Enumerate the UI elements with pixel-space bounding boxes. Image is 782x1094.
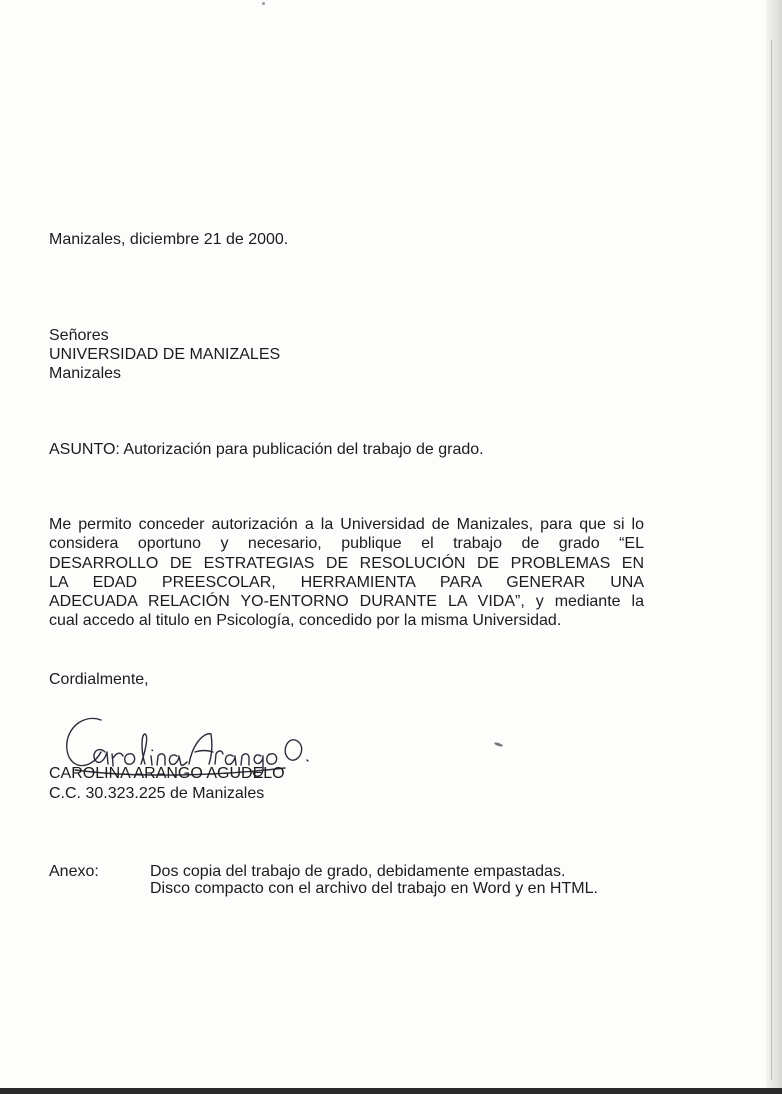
letter-subject: ASUNTO: Autorización para publicación del trabajo de grado.: [49, 441, 484, 458]
body-line: Me permito conceder autorización a la Universidad de Manizales, para que si lo: [49, 516, 644, 533]
scan-speck: [494, 742, 503, 748]
annex-item: Disco compacto con el archivo del trabajo en Word y en HTML.: [150, 880, 598, 897]
letter-closing: Cordialmente,: [49, 671, 149, 688]
scan-speck: [262, 2, 265, 5]
body-line: ADECUADA RELACIÓN YO-ENTORNO DURANTE LA VIDA”, y mediante la: [49, 593, 644, 611]
annex-label: Anexo:: [49, 863, 99, 880]
letter-body: [49, 515, 644, 631]
signer-id: C.C. 30.323.225 de Manizales: [49, 785, 265, 802]
body-line: LA EDAD PREESCOLAR, HERRAMIENTA PARA GENERAR UNA: [49, 573, 644, 591]
body-line: considera oportuno y necesario, publique el trabajo de grado “EL: [49, 535, 644, 553]
scan-edge-line: [771, 40, 772, 1080]
body-line: DESARROLLO DE ESTRATEGIAS DE RESOLUCIÓN DE PROBLEMAS EN: [49, 554, 644, 572]
body-line: cual accedo al titulo en Psicología, concedido por la misma Universidad.: [49, 612, 562, 630]
recipient-organization: UNIVERSIDAD DE MANIZALES: [49, 346, 281, 363]
annex-item: Dos copia del trabajo de grado, debidamente empastadas.: [150, 863, 566, 880]
scan-edge-shadow: [766, 0, 782, 1094]
recipient-salutation: Señores: [49, 327, 109, 344]
signer-name: CAROLINA ARANGO AGUDELO: [49, 765, 285, 782]
letter-date: Manizales, diciembre 21 de 2000.: [49, 231, 289, 248]
scan-bottom-border: [0, 1088, 782, 1094]
recipient-city: Manizales: [49, 365, 122, 382]
